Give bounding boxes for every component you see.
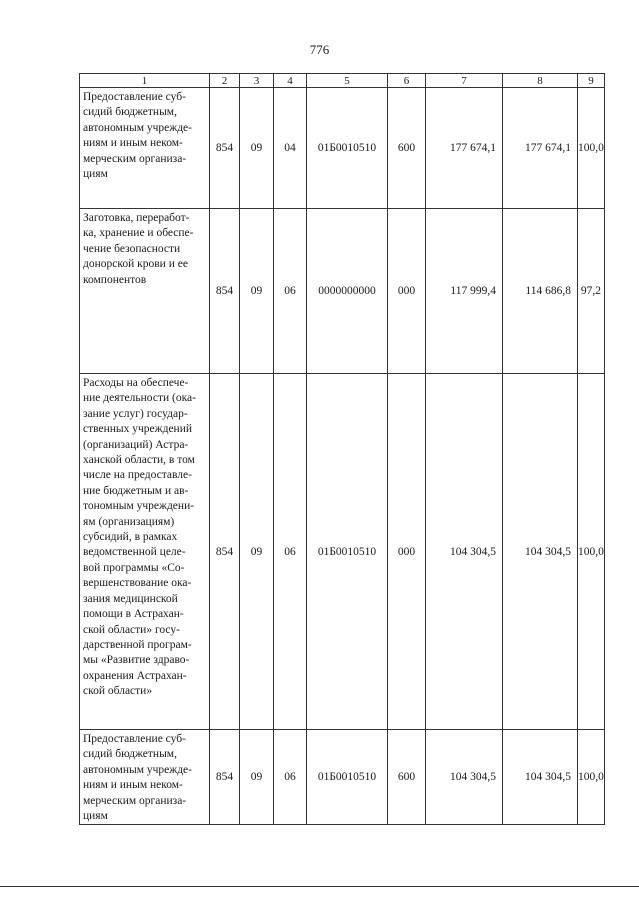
header-col-4: 4 xyxy=(274,74,307,88)
header-row xyxy=(80,74,605,88)
description-line: ведомственной целе- xyxy=(83,546,186,559)
subsection-code: 06 xyxy=(274,374,307,730)
planned-amount: 117 999,4 xyxy=(426,209,503,374)
description-line: ние деятельности (ока- xyxy=(83,392,196,405)
executed-amount: 177 674,1 xyxy=(503,88,578,209)
dept-code: 854 xyxy=(210,730,240,825)
planned-amount: 104 304,5 xyxy=(426,374,503,730)
section-code: 09 xyxy=(240,730,274,825)
description-line: мы «Развитие здраво- xyxy=(83,654,190,667)
row-description xyxy=(80,209,210,374)
subsection-code: 06 xyxy=(274,730,307,825)
description-line: Заготовка, переработ- xyxy=(83,212,190,224)
subsection-code: 04 xyxy=(274,88,307,209)
dept-code: 854 xyxy=(210,374,240,730)
target-item-code: 01Б0010510 xyxy=(307,730,388,825)
description-line: вой программы «Со- xyxy=(83,561,185,574)
header-col-9: 9 xyxy=(578,74,605,88)
description-line: тономным учреждени- xyxy=(83,500,195,513)
target-item-code: 01Б0010510 xyxy=(307,374,388,730)
table-row xyxy=(80,730,605,825)
header-col-2: 2 xyxy=(210,74,240,88)
description-line: субсидий, в рамках xyxy=(83,531,178,544)
description-line: Предоставление суб- xyxy=(83,91,186,103)
header-col-1: 1 xyxy=(80,74,210,88)
header-col-3: 3 xyxy=(240,74,274,88)
description-line: Расходы на обеспече- xyxy=(83,377,189,389)
section-code: 09 xyxy=(240,374,274,730)
executed-amount: 104 304,5 xyxy=(503,374,578,730)
bottom-rule xyxy=(0,886,639,887)
description-line: ской области» госу- xyxy=(83,623,180,636)
execution-percent: 100,0 xyxy=(578,730,605,825)
dept-code: 854 xyxy=(210,88,240,209)
dept-code: 854 xyxy=(210,209,240,374)
description-line: ниям и иным неком- xyxy=(83,779,183,792)
description-line: мерческим организа- xyxy=(83,794,187,807)
subsection-code: 06 xyxy=(274,209,307,374)
execution-percent: 100,0 xyxy=(578,88,605,209)
expense-type-code: 000 xyxy=(388,209,426,374)
execution-percent: 97,2 xyxy=(578,209,605,374)
expense-type-code: 600 xyxy=(388,730,426,825)
description-line: сидий бюджетным, xyxy=(83,748,177,761)
header-col-6: 6 xyxy=(388,74,426,88)
description-line: циям xyxy=(83,168,108,181)
row-description xyxy=(80,374,210,730)
description-line: зания медицинской xyxy=(83,592,178,605)
planned-amount: 104 304,5 xyxy=(426,730,503,825)
description-line: помощи в Астрахан- xyxy=(83,608,184,621)
description-line: чение безопасности xyxy=(83,242,181,255)
header-col-8: 8 xyxy=(503,74,578,88)
budget-table xyxy=(79,73,605,825)
page-number: 776 xyxy=(309,42,330,57)
description-line: автономным учрежде- xyxy=(83,763,192,776)
description-line: вершенствование ока- xyxy=(83,577,192,590)
row-description xyxy=(80,730,210,825)
description-line: охранения Астрахан- xyxy=(83,669,187,682)
executed-amount: 104 304,5 xyxy=(503,730,578,825)
executed-amount: 114 686,8 xyxy=(503,209,578,374)
description-line: ниям и иным неком- xyxy=(83,137,183,150)
description-line: ской области» xyxy=(83,685,153,698)
expense-type-code: 600 xyxy=(388,88,426,209)
description-line: Предоставление суб- xyxy=(83,733,186,745)
description-line: ям (организациям) xyxy=(83,515,175,528)
description-line: циям xyxy=(83,810,108,823)
header-col-7: 7 xyxy=(426,74,503,88)
description-line: ние бюджетным и ав- xyxy=(83,484,189,497)
section-code: 09 xyxy=(240,209,274,374)
header-col-5: 5 xyxy=(307,74,388,88)
table-row xyxy=(80,88,605,209)
description-line: автономным учрежде- xyxy=(83,121,192,134)
description-line: ханской области, в том xyxy=(83,454,195,467)
description-line: ственных учреждений xyxy=(83,423,193,436)
table-row xyxy=(80,209,605,374)
description-line: ка, хранение и обеспе- xyxy=(83,227,194,240)
table-row xyxy=(80,374,605,730)
description-line: дарственной програм- xyxy=(83,638,192,651)
description-line: числе на предоставле- xyxy=(83,469,192,482)
description-line: (организаций) Астра- xyxy=(83,438,189,451)
description-line: мерческим организа- xyxy=(83,152,187,165)
section-code: 09 xyxy=(240,88,274,209)
target-item-code: 0000000000 xyxy=(307,209,388,374)
description-line: донорской крови и ее xyxy=(83,258,188,271)
row-description xyxy=(80,88,210,209)
description-line: компонентов xyxy=(83,273,147,286)
description-line: сидий бюджетным, xyxy=(83,106,177,119)
description-line: зание услуг) государ- xyxy=(83,407,188,420)
target-item-code: 01Б0010510 xyxy=(307,88,388,209)
planned-amount: 177 674,1 xyxy=(426,88,503,209)
execution-percent: 100,0 xyxy=(578,374,605,730)
expense-type-code: 000 xyxy=(388,374,426,730)
